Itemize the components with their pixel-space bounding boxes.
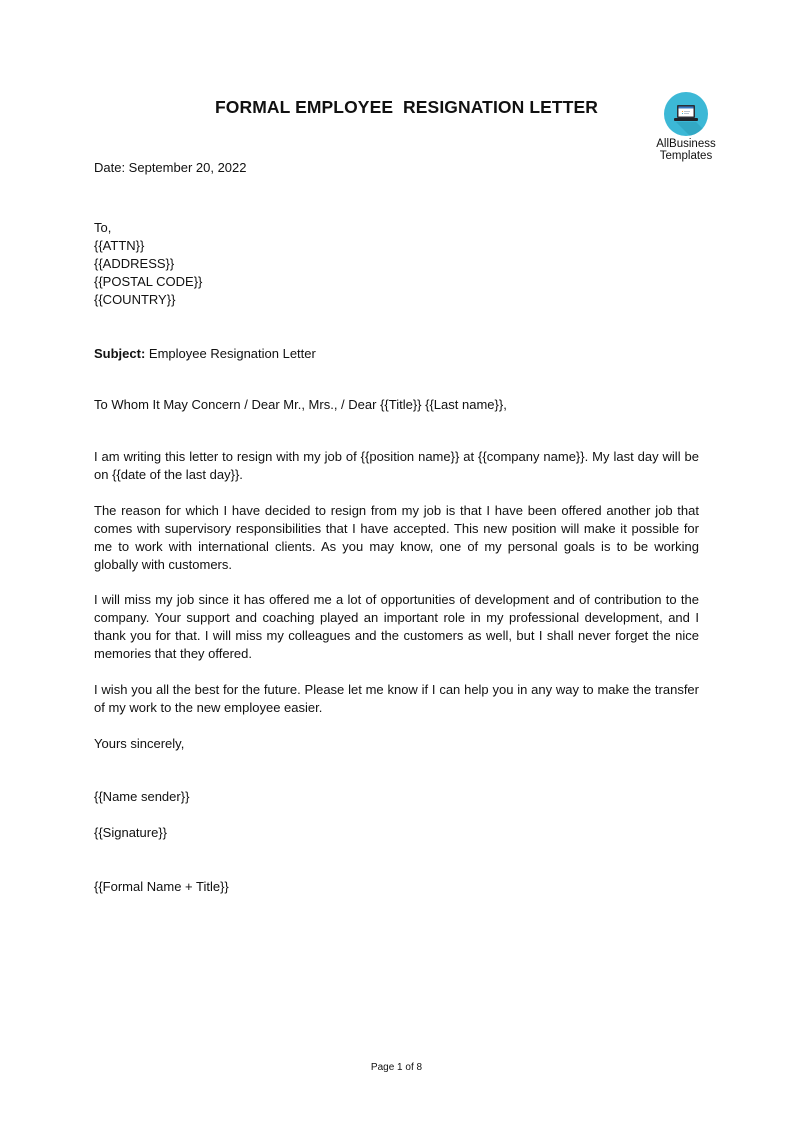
signature: {{Signature}} xyxy=(94,825,168,840)
recipient-block xyxy=(94,219,699,309)
recipient-postal-code: {{POSTAL CODE}} xyxy=(94,274,203,289)
subject-value: Employee Resignation Letter xyxy=(145,346,316,361)
recipient-attn: {{ATTN}} xyxy=(94,238,145,253)
laptop-icon xyxy=(664,92,708,136)
allbusiness-templates-logo xyxy=(648,92,724,162)
paragraph-3: I will miss my job since it has offered me a lot of opportunities of development and of contribution to the company. Your support and coaching played an important role in my professional development, and I thank you for that. I will miss my colleagues and the customers as well, but I shall never forget the nice memories that they offered. xyxy=(94,592,699,661)
salutation: To Whom It May Concern / Dear Mr., Mrs., / Dear {{Title}} {{Last name}}, xyxy=(94,397,507,412)
subject-line xyxy=(94,345,699,363)
recipient-address: {{ADDRESS}} xyxy=(94,256,175,271)
document-title: FORMAL EMPLOYEE RESIGNATION LETTER xyxy=(214,97,598,117)
logo-line-1: AllBusiness xyxy=(656,138,716,150)
formal-name-title: {{Formal Name + Title}} xyxy=(94,879,229,894)
recipient-country: {{COUNTRY}} xyxy=(94,292,176,307)
subject-label: Subject: xyxy=(94,346,146,361)
paragraph-4: I wish you all the best for the future. Please let me know if I can help you in any way to make the transfer of my work to the new employee easier. xyxy=(94,682,699,715)
name-sender: {{Name sender}} xyxy=(94,789,190,804)
date-line: Date: September 20, 2022 xyxy=(94,160,247,175)
closing: Yours sincerely, xyxy=(94,736,185,751)
paragraph-2: The reason for which I have decided to resign from my job is that I have been offered another job that comes with supervisory responsibilities that I have accepted. This new position will make it possible for me to work with international clients. As you may know, one of my personal goals is to be working globally with customers. xyxy=(94,503,699,572)
page-number: Page 1 of 8 xyxy=(370,1062,423,1073)
recipient-to: To, xyxy=(94,220,112,235)
paragraph-1: I am writing this letter to resign with my job of {{position name}} at {{company name}}. My last day will be on {{date of the last day}}. xyxy=(94,449,699,482)
logo-line-2: Templates xyxy=(659,150,713,162)
